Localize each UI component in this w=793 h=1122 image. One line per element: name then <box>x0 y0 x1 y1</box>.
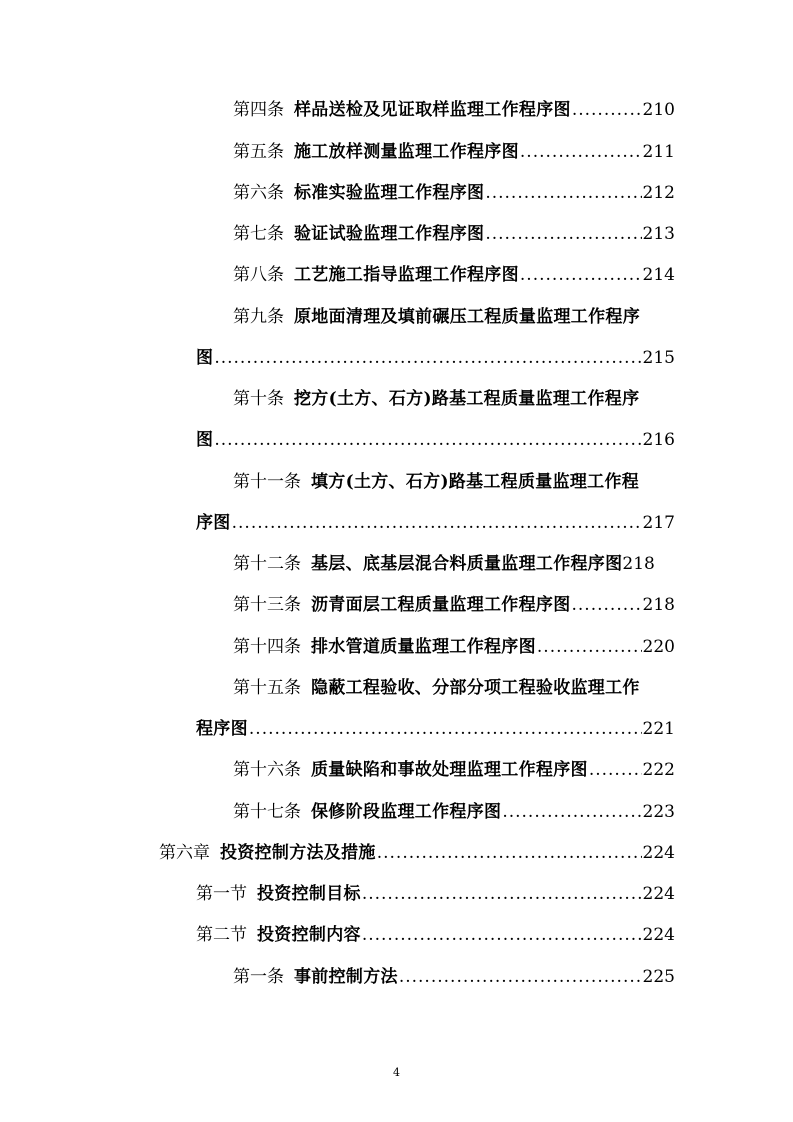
dot-leader <box>520 141 642 163</box>
dot-leader <box>377 842 642 864</box>
entry-number: 第六条 <box>233 183 284 203</box>
section-title: 投资控制目标 <box>257 884 361 904</box>
entry-page: 225 <box>642 967 675 987</box>
entry-page: 224 <box>642 843 675 863</box>
entry-page: 215 <box>642 348 675 368</box>
entry-title: 挖方(土方、石方)路基工程质量监理工作程序 <box>294 389 640 409</box>
entry-page: 211 <box>642 142 675 162</box>
chapter-number: 第六章 <box>159 843 210 863</box>
section-title: 投资控制内容 <box>257 925 361 945</box>
entry-page: 217 <box>642 513 675 533</box>
entry-page: 221 <box>642 719 675 739</box>
entry-number: 第七条 <box>233 224 284 244</box>
entry-title: 保修阶段监理工作程序图 <box>311 802 502 822</box>
dot-leader <box>249 718 642 740</box>
toc-entry <box>233 384 675 410</box>
dot-leader <box>572 99 642 121</box>
entry-page: 223 <box>642 802 675 822</box>
entry-title: 施工放样测量监理工作程序图 <box>294 142 519 162</box>
toc-entry <box>233 260 675 286</box>
entry-title: 原地面清理及填前碾压工程质量监理工作程序 <box>294 307 640 327</box>
entry-title: 工艺施工指导监理工作程序图 <box>294 265 519 285</box>
entry-page: 218 <box>622 554 655 574</box>
toc-entry <box>233 467 675 493</box>
chapter-title: 投资控制方法及措施 <box>220 843 376 863</box>
entry-page: 216 <box>642 430 675 450</box>
entry-page: 212 <box>642 183 675 203</box>
toc-entry-continuation <box>196 714 675 740</box>
entry-number: 第十二条 <box>233 554 301 574</box>
toc-entry <box>233 219 675 245</box>
entry-page: 213 <box>642 224 675 244</box>
toc-entry <box>233 137 675 163</box>
entry-number: 第五条 <box>233 142 284 162</box>
dot-leader <box>502 801 641 823</box>
entry-number: 第四条 <box>233 100 284 120</box>
entry-title: 排水管道质量监理工作程序图 <box>311 637 536 657</box>
dot-leader <box>589 759 642 781</box>
entry-page: 224 <box>642 884 675 904</box>
section-number: 第二节 <box>196 925 247 945</box>
dot-leader <box>537 636 642 658</box>
dot-leader <box>362 924 642 946</box>
entry-page: 224 <box>642 925 675 945</box>
entry-page: 220 <box>642 637 675 657</box>
toc-entry <box>233 755 675 781</box>
toc-entry-continuation <box>196 425 675 451</box>
toc-entry <box>233 632 675 658</box>
entry-title: 样品送检及见证取样监理工作程序图 <box>294 100 571 120</box>
dot-leader <box>485 182 641 204</box>
entry-page: 222 <box>642 760 675 780</box>
toc-entry-continuation <box>196 508 675 534</box>
entry-title: 沥青面层工程质量监理工作程序图 <box>311 595 571 615</box>
entry-title: 隐蔽工程验收、分部分项工程验收监理工作 <box>311 678 640 698</box>
toc-entry <box>233 549 681 575</box>
dot-leader <box>485 223 641 245</box>
toc-section <box>196 920 675 946</box>
entry-title: 质量缺陷和事故处理监理工作程序图 <box>311 760 588 780</box>
entry-number: 第十条 <box>233 389 284 409</box>
section-number: 第一节 <box>196 884 247 904</box>
entry-title: 标准实验监理工作程序图 <box>294 183 485 203</box>
entry-number: 第九条 <box>233 307 284 327</box>
dot-leader <box>520 264 642 286</box>
toc-entry <box>233 178 675 204</box>
page-number: 4 <box>393 1066 400 1079</box>
entry-number: 第十一条 <box>233 472 301 492</box>
toc-entry-continuation <box>196 343 675 369</box>
toc-entry <box>233 962 675 988</box>
entry-title-continuation: 程序图 <box>196 719 248 739</box>
entry-title-continuation: 图 <box>196 348 214 368</box>
dot-leader <box>214 347 641 369</box>
entry-page: 210 <box>642 100 675 120</box>
dot-leader <box>232 512 642 534</box>
entry-page: 218 <box>642 595 675 615</box>
entry-number: 第一条 <box>233 967 284 987</box>
toc-entry <box>233 797 675 823</box>
toc-entry <box>233 673 675 699</box>
dot-leader <box>399 966 642 988</box>
toc-entry <box>233 590 675 616</box>
entry-title-continuation: 序图 <box>196 513 231 533</box>
entry-number: 第十三条 <box>233 595 301 615</box>
entry-title: 验证试验监理工作程序图 <box>294 224 485 244</box>
entry-title: 基层、底基层混合料质量监理工作程序图 <box>311 554 623 574</box>
dot-leader <box>362 883 642 905</box>
entry-title: 填方(土方、石方)路基工程质量监理工作程 <box>311 472 640 492</box>
entry-number: 第八条 <box>233 265 284 285</box>
toc-chapter <box>159 838 675 864</box>
toc-entry <box>233 302 675 328</box>
entry-number: 第十七条 <box>233 802 301 822</box>
entry-number: 第十五条 <box>233 678 301 698</box>
dot-leader <box>572 594 642 616</box>
entry-title-continuation: 图 <box>196 430 214 450</box>
entry-number: 第十四条 <box>233 637 301 657</box>
entry-title: 事前控制方法 <box>294 967 398 987</box>
entry-page: 214 <box>642 265 675 285</box>
entry-number: 第十六条 <box>233 760 301 780</box>
dot-leader <box>214 429 641 451</box>
toc-section <box>196 879 675 905</box>
toc-entry <box>233 95 675 121</box>
